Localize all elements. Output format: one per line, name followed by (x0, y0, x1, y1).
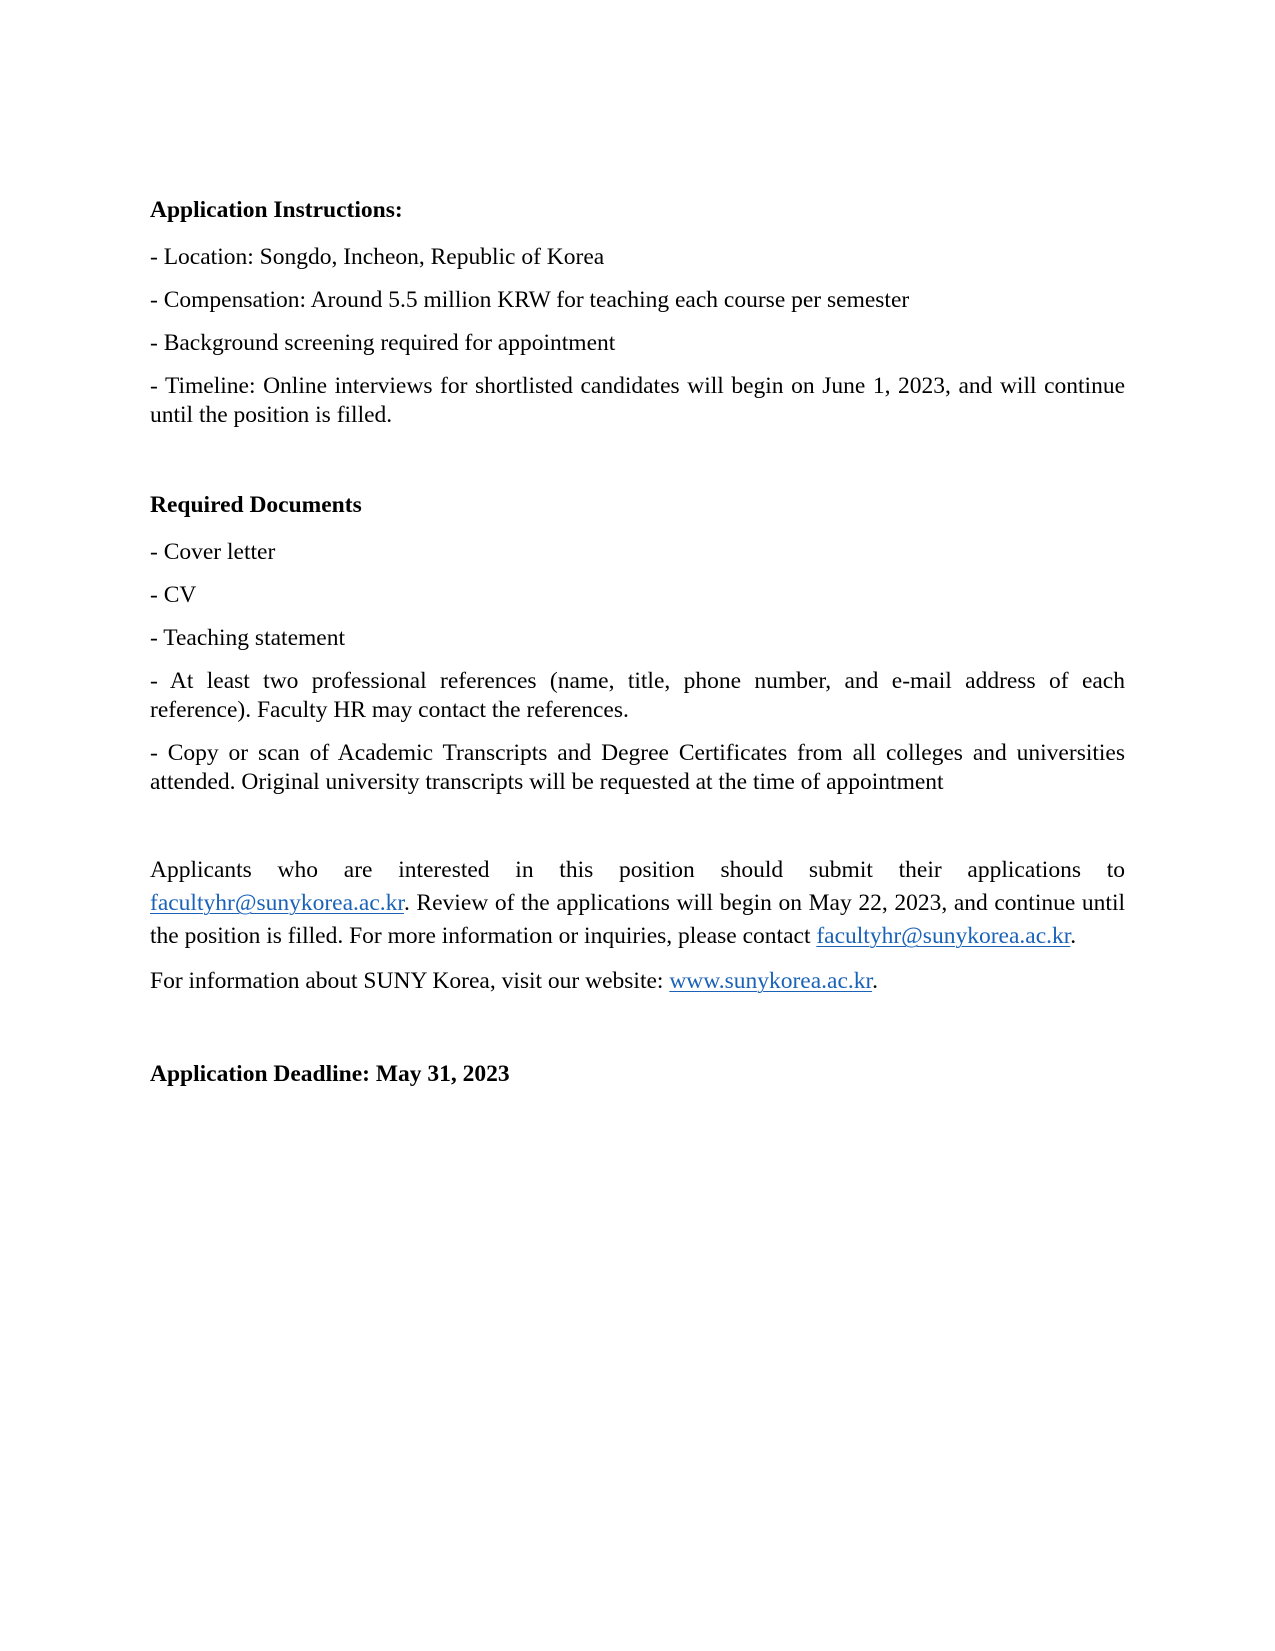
instruction-timeline: - Timeline: Online interviews for shortlisted candidates will begin on June 1, 2023, and will continue until the position is filled. (150, 373, 1125, 428)
document-references: - At least two professional references (name, title, phone number, and e-mail address of each reference). Faculty HR may contact the references. (150, 668, 1125, 723)
application-instructions-heading: Application Instructions: (150, 197, 403, 223)
website-paragraph (150, 967, 1125, 996)
submission-text-2: . Review of the applications will begin on May 22, 2023, and continue until the position is filled. For more information or inquiries, please contact (150, 890, 1125, 949)
application-deadline: Application Deadline: May 31, 2023 (150, 1061, 510, 1087)
submission-text-3: . (1070, 923, 1077, 949)
submission-paragraph (150, 854, 1125, 953)
document-cover-letter: - Cover letter (150, 539, 276, 565)
website-link[interactable]: www.sunykorea.ac.kr (669, 968, 873, 994)
document-cv: - CV (150, 582, 197, 608)
instruction-background-screening: - Background screening required for appointment (150, 330, 616, 356)
document-teaching-statement: - Teaching statement (150, 625, 345, 651)
faculty-hr-email-link[interactable]: facultyhr@sunykorea.ac.kr (150, 890, 404, 916)
website-text-1: For information about SUNY Korea, visit our website: (150, 968, 670, 994)
faculty-hr-email-link-2[interactable]: facultyhr@sunykorea.ac.kr (816, 923, 1071, 949)
document-transcripts: - Copy or scan of Academic Transcripts and Degree Certificates from all colleges and universities attended. Original university transcripts will be requested at the time of appointment (150, 740, 1125, 795)
instruction-compensation: - Compensation: Around 5.5 million KRW for teaching each course per semester (150, 287, 910, 313)
submission-text-1: Applicants who are interested in this position should submit their applications to (150, 857, 1125, 883)
required-documents-heading: Required Documents (150, 492, 362, 518)
website-text-2: . (872, 968, 878, 994)
document-page (150, 196, 1125, 1089)
instruction-location: - Location: Songdo, Incheon, Republic of Korea (150, 244, 605, 270)
